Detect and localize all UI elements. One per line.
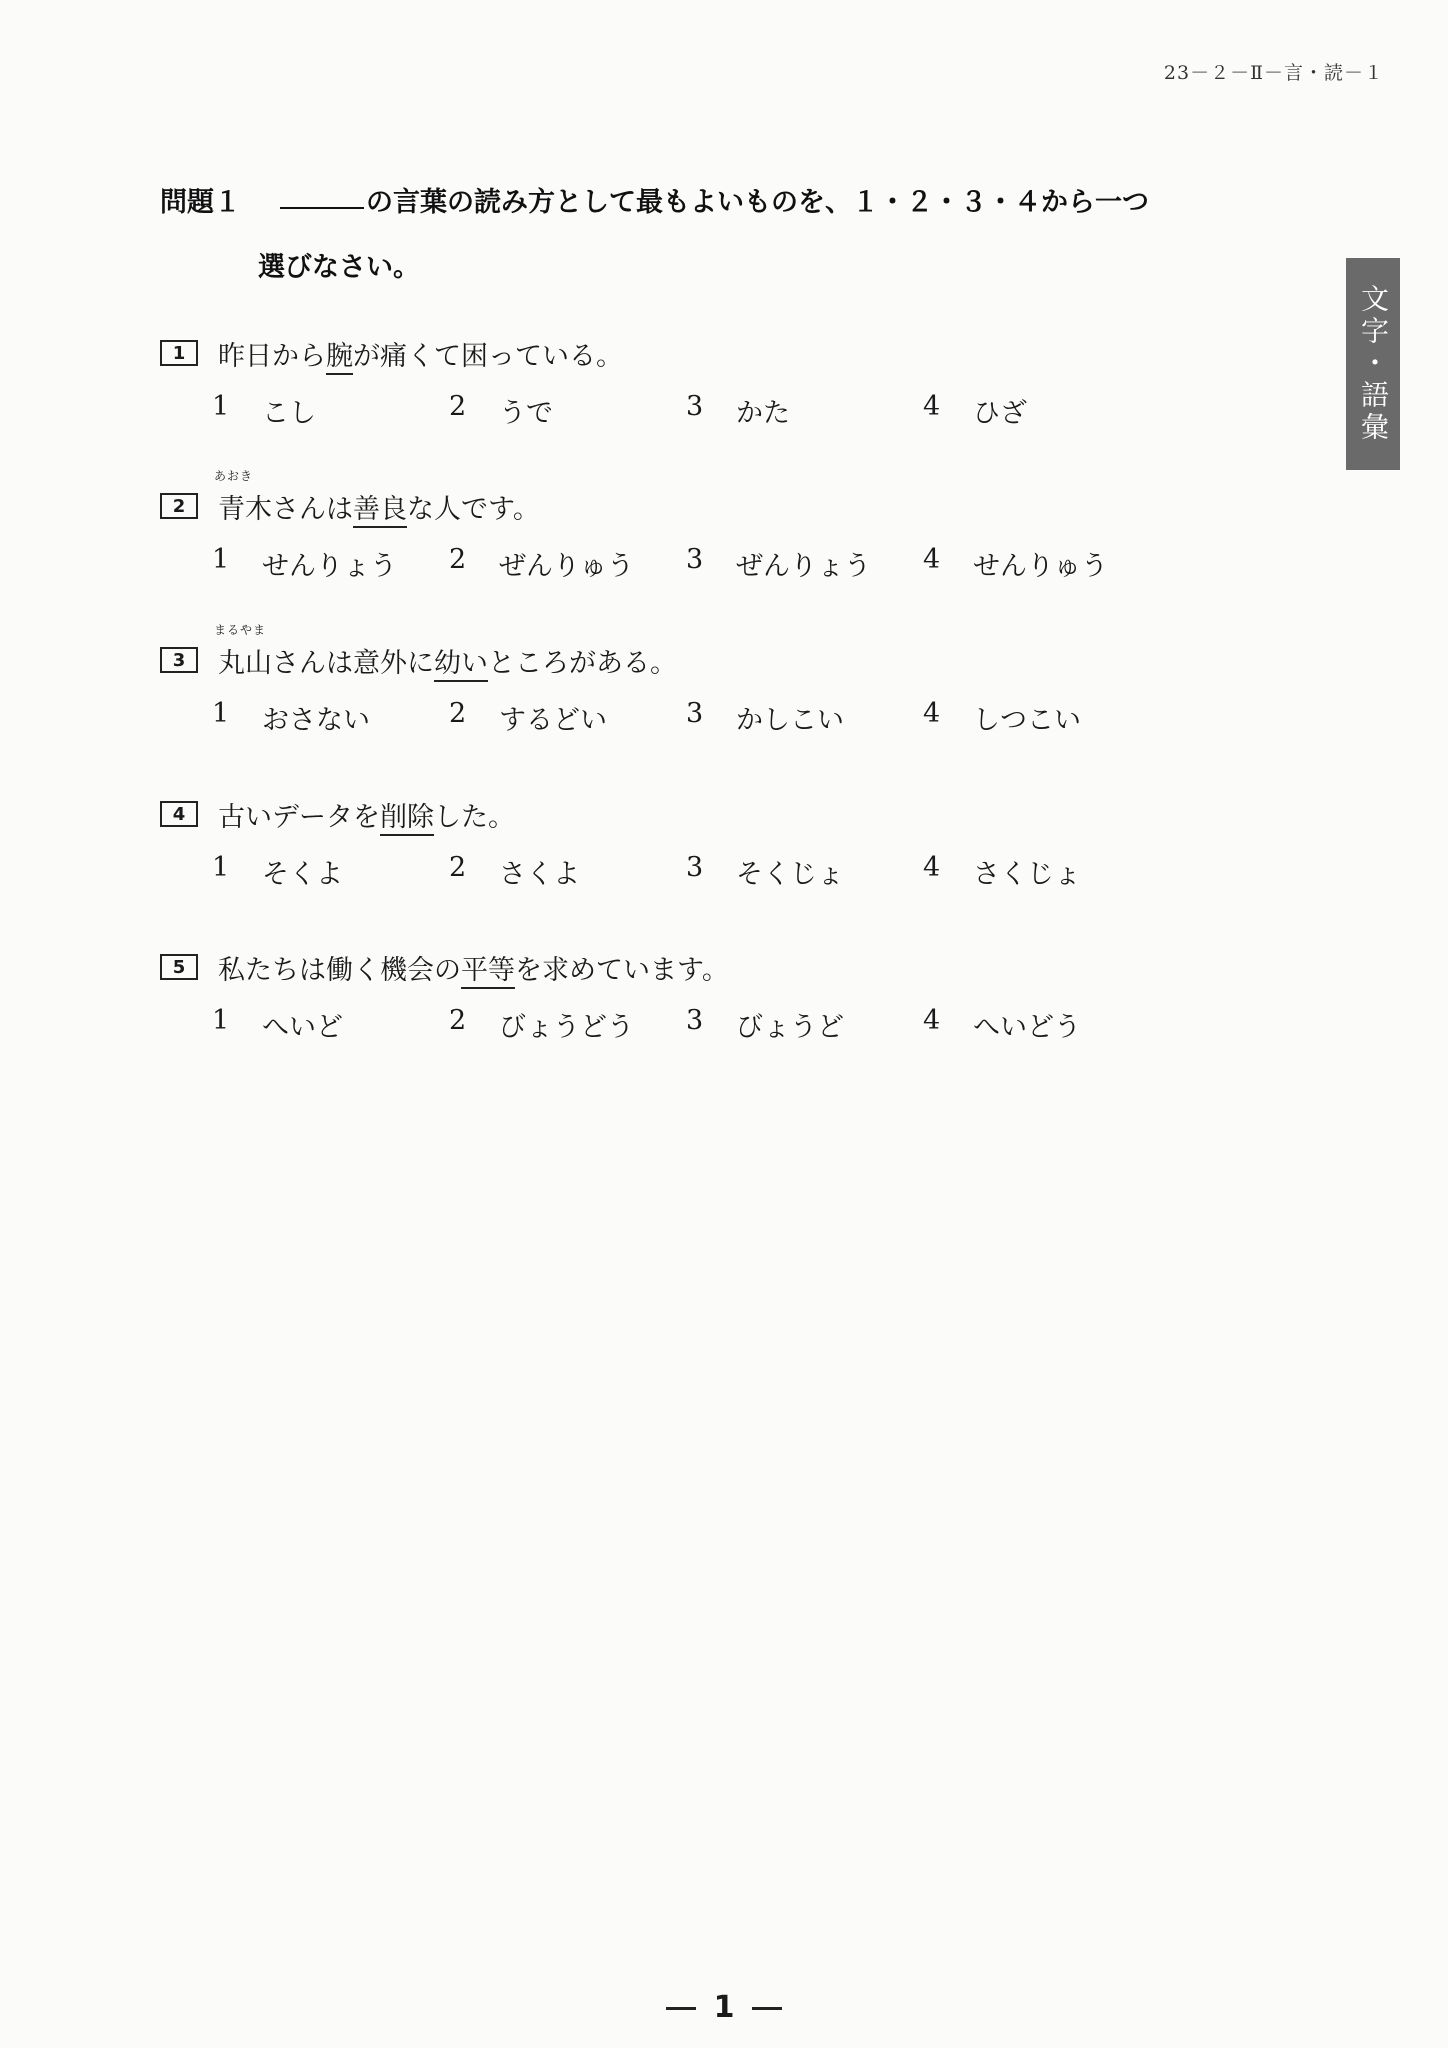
question-4 [160,794,1160,891]
question-2 [160,468,1160,583]
underlined-word: 腕 [326,341,353,375]
dash-left [666,2007,696,2010]
furigana: あおき [214,468,254,483]
choice-1: 1 おさない [212,698,370,736]
instruction-line-1: の言葉の読み方として最もよいものを、１・２・３・４から一つ [366,187,1149,218]
section-tab: 文字・語彙 [1346,258,1400,470]
choice-1: 1 へいど [212,1005,343,1043]
question-sentence: 私たちは働く機会の平等を求めています。 [218,948,729,987]
page-code: 23－２－Ⅱ－言・読－１ [1163,62,1384,84]
choices [160,391,1160,430]
choice-1: 1 せんりょう [212,544,397,582]
choice-4: 4 せんりゅう [923,544,1108,582]
question-number: 4 [160,801,198,827]
choice-4: 4 ひざ [923,391,1027,429]
choice-4: 4 さくじょ [923,852,1081,890]
choice-1: 1 そくよ [212,852,343,890]
question-sentence: 昨日から腕が痛くて困っている。 [218,334,623,373]
question-sentence: 古いデータを削除した。 [218,795,515,834]
choice-2: 2 びょうどう [449,1005,634,1043]
choice-3: 3 びょうど [686,1005,844,1043]
choice-2: 2 さくよ [449,852,580,890]
question-number: 2 [160,493,198,519]
question-3 [160,622,1160,737]
choices [160,852,1160,891]
underlined-word: 幼い [434,648,488,682]
underlined-word: 削除 [380,802,434,836]
choices [160,544,1160,583]
dash-right [752,2007,782,2010]
page-number: 1 [0,1990,1448,2025]
question-number: 5 [160,954,198,980]
question-sentence: あおき 青木さんは善良な人です。 [218,487,540,526]
underlined-word: 善良 [353,494,407,528]
choice-2: 2 ぜんりゅう [449,544,634,582]
problem-heading [160,180,1149,284]
question-number: 3 [160,647,198,673]
underlined-word: 平等 [461,955,515,989]
choice-1: 1 こし [212,391,316,429]
choices [160,1005,1160,1044]
question-1 [160,333,1160,430]
choice-2: 2 するどい [449,698,607,736]
choice-3: 3 そくじょ [686,852,844,890]
choice-4: 4 へいどう [923,1005,1081,1043]
choice-4: 4 しつこい [923,698,1081,736]
blank-line [280,207,364,209]
choice-3: 3 ぜんりょう [686,544,871,582]
instruction-line-2: 選びなさい。 [258,252,420,283]
choices [160,698,1160,737]
question-number: 1 [160,340,198,366]
choice-3: 3 かた [686,391,790,429]
question-5 [160,947,1160,1044]
choice-3: 3 かしこい [686,698,844,736]
furigana: まるやま [214,622,267,637]
problem-number: 問題１ [160,187,241,218]
question-sentence: まるやま 丸山さんは意外に幼いところがある。 [218,641,677,680]
choice-2: 2 うで [449,391,553,429]
